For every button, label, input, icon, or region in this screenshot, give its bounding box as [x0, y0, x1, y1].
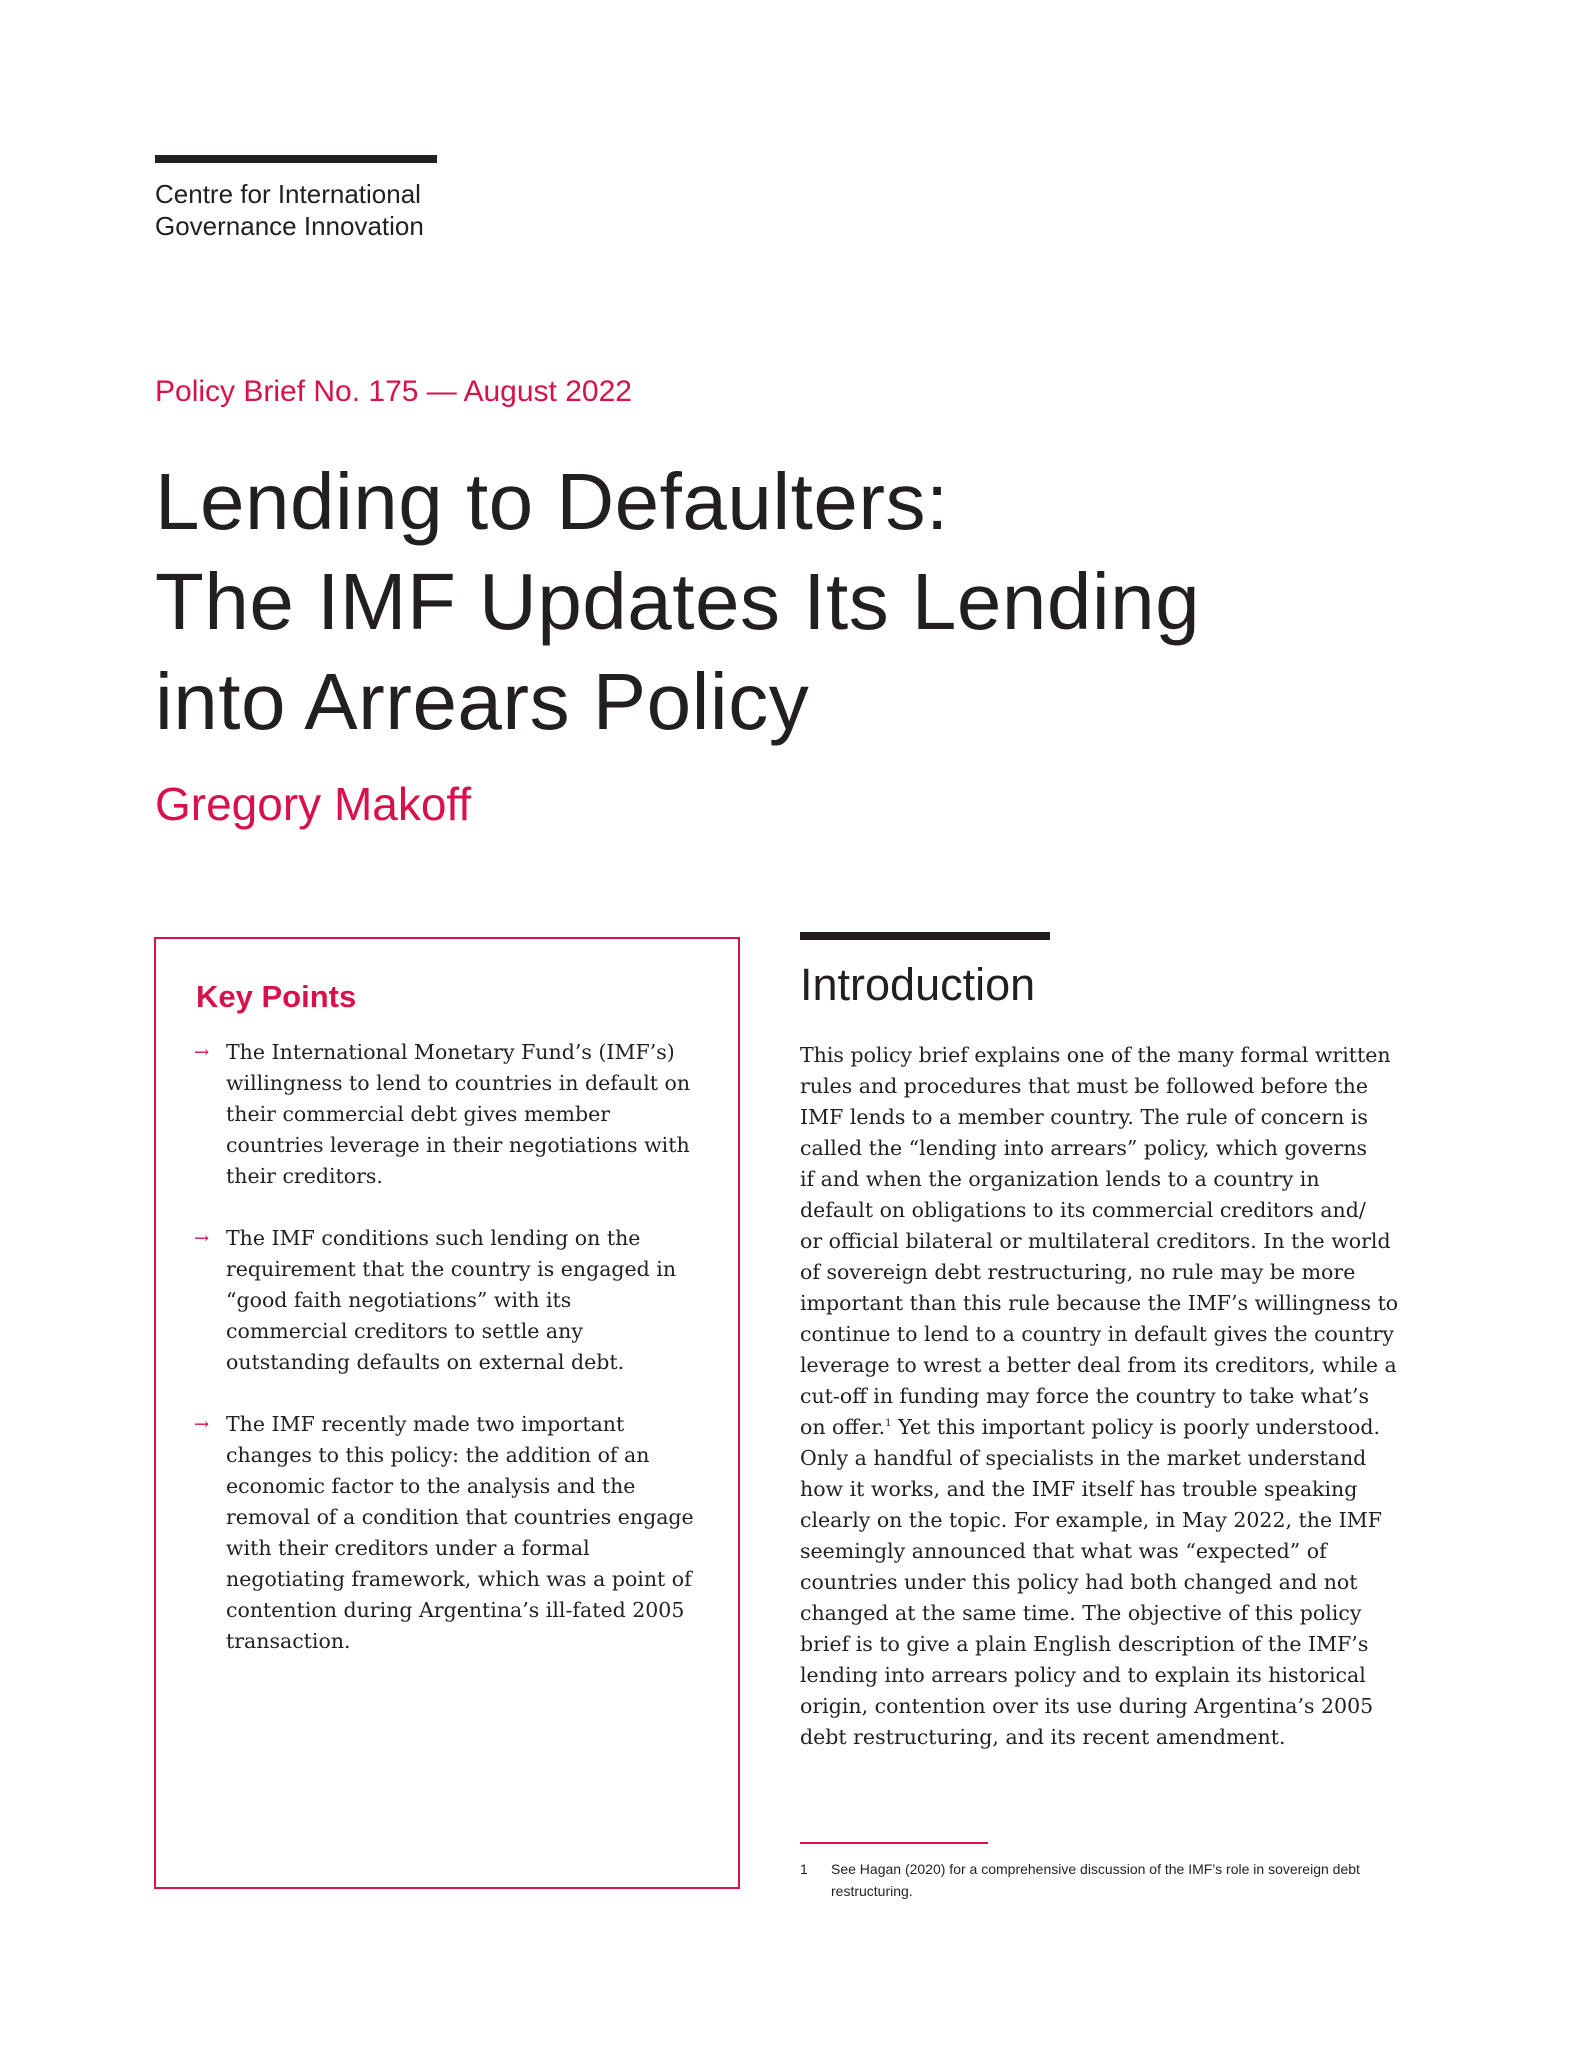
- key-points-list: [194, 1037, 694, 1688]
- body-line: debt restructuring, and its recent amendment.: [800, 1725, 1286, 1749]
- key-point-text: The International Monetary Fund’s (IMF’s) willingness to lend to countries in default on their commercial debt gives member countries leverage in their negotiations with their creditors.: [226, 1040, 691, 1188]
- body-line: This policy brief explains one of the many formal written: [800, 1043, 1391, 1067]
- page-title: [155, 452, 1385, 752]
- title-line2: The IMF Updates Its Lending: [155, 557, 1201, 646]
- organization-name-line1: Centre for International: [155, 179, 421, 209]
- body-line: how it works, and the IMF itself has trouble speaking: [800, 1477, 1358, 1501]
- introduction-rule: [800, 932, 1050, 940]
- body-line: rules and procedures that must be followed before the: [800, 1074, 1368, 1098]
- body-line: clearly on the topic. For example, in May 2022, the IMF: [800, 1508, 1382, 1532]
- footnote-number: 1: [800, 1861, 808, 1877]
- key-points-heading: Key Points: [196, 979, 357, 1014]
- key-points-box: [154, 937, 740, 1889]
- footnote-reference[interactable]: 1: [885, 1418, 892, 1430]
- body-line: important than this rule because the IMF’s willingness to: [800, 1291, 1399, 1315]
- key-point-text: The IMF conditions such lending on the requirement that the country is engaged in “good faith negotiations” with its commercial creditors to settle any outstanding defaults on external debt.: [226, 1226, 677, 1374]
- body-line: Only a handful of specialists in the market understand: [800, 1446, 1367, 1470]
- introduction-heading: Introduction: [800, 959, 1036, 1010]
- body-line: IMF lends to a member country. The rule of concern is: [800, 1105, 1368, 1129]
- author-name: Gregory Makoff: [155, 778, 472, 830]
- footnote: [800, 1858, 1420, 1902]
- body-line: leverage to wrest a better deal from its creditors, while a: [800, 1353, 1397, 1377]
- body-line: continue to lend to a country in default gives the country: [800, 1322, 1394, 1346]
- body-line: countries under this policy had both changed and not: [800, 1570, 1358, 1594]
- body-line-with-footnote: [800, 1412, 1420, 1443]
- footnote-divider: [800, 1842, 988, 1844]
- key-point-text: The IMF recently made two important changes to this policy: the addition of an economic factor to the analysis and the removal of a condition that countries engage with their creditors under a formal negotiating framework, which was a point of contention during Argentina’s ill-fated 2005 transaction.: [226, 1412, 694, 1653]
- body-line: brief is to give a plain English description of the IMF’s: [800, 1632, 1369, 1656]
- right-arrow-icon: →: [194, 1414, 210, 1435]
- body-line: lending into arrears policy and to explain its historical: [800, 1663, 1366, 1687]
- key-point-item: [194, 1037, 694, 1192]
- key-point-item: [194, 1223, 694, 1378]
- body-line: origin, contention over its use during Argentina’s 2005: [800, 1694, 1374, 1718]
- body-line: changed at the same time. The objective of this policy: [800, 1601, 1362, 1625]
- right-arrow-icon: →: [194, 1228, 210, 1249]
- body-line: or official bilateral or multilateral creditors. In the world: [800, 1229, 1391, 1253]
- body-line: seemingly announced that what was “expected” of: [800, 1539, 1327, 1563]
- body-line: default on obligations to its commercial creditors and/: [800, 1198, 1366, 1222]
- organization-name-line2: Governance Innovation: [155, 211, 424, 241]
- key-point-item: [194, 1409, 694, 1657]
- body-line: if and when the organization lends to a country in: [800, 1167, 1320, 1191]
- title-line1: Lending to Defaulters:: [155, 457, 949, 546]
- body-line-fragment: Yet this important policy is poorly understood.: [891, 1415, 1380, 1439]
- body-line: of sovereign debt restructuring, no rule may be more: [800, 1260, 1356, 1284]
- footnote-text: See Hagan (2020) for a comprehensive discussion of the IMF’s role in sovereign debt restructuring.: [831, 1861, 1360, 1899]
- body-line-fragment: on offer.: [800, 1415, 886, 1439]
- body-line: cut-off in funding may force the country to take what’s: [800, 1384, 1370, 1408]
- series-label: Policy Brief No. 175 — August 2022: [155, 375, 632, 408]
- introduction-body: [800, 1040, 1420, 1753]
- header-rule: [155, 155, 437, 163]
- right-arrow-icon: →: [194, 1042, 210, 1063]
- body-line: called the “lending into arrears” policy, which governs: [800, 1136, 1368, 1160]
- title-line3: into Arrears Policy: [155, 657, 810, 746]
- organization-name: [155, 178, 424, 242]
